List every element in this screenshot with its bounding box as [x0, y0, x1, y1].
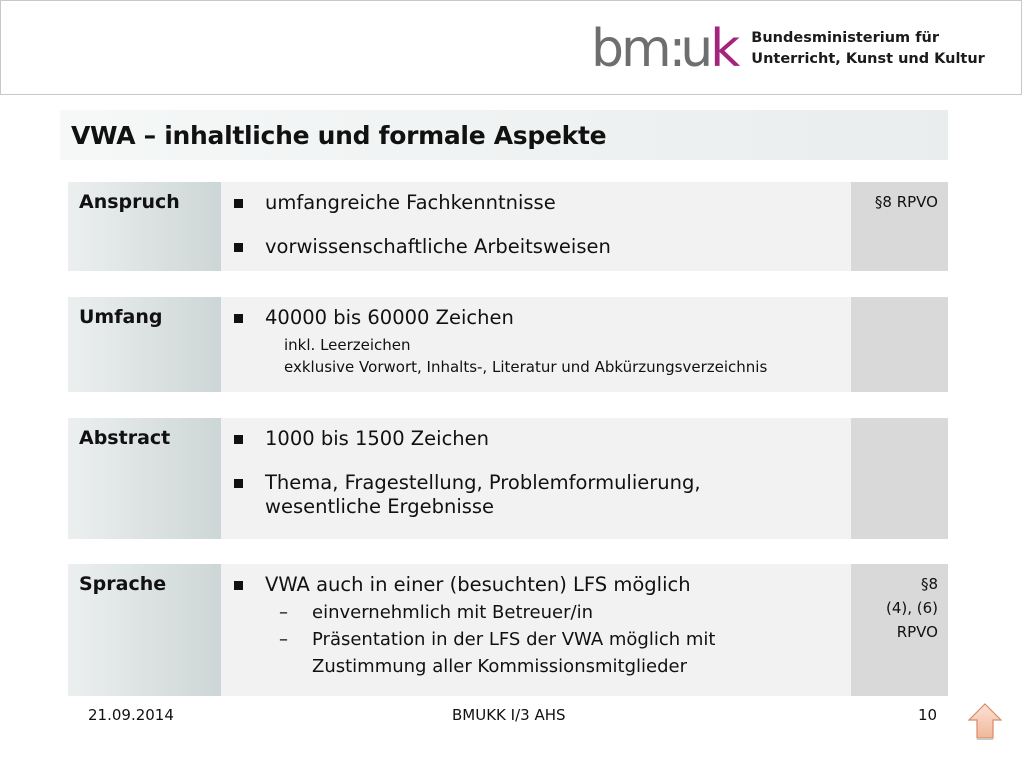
ministry-name-line2: Unterricht, Kunst und Kultur — [751, 51, 985, 67]
list-item-text: 40000 bis 60000 Zeichen — [265, 306, 514, 329]
list-item-text: VWA auch in einer (besuchten) LFS möglich — [265, 573, 691, 596]
sub-list-item-line: Präsentation in der LFS der VWA möglich mit — [312, 629, 716, 650]
list-item — [232, 471, 851, 519]
row-content — [221, 418, 851, 539]
reference-line: RPVO — [896, 623, 938, 641]
table-row-anspruch — [68, 182, 948, 271]
table-row-sprache — [68, 564, 948, 696]
list-item — [232, 235, 851, 259]
list-item — [232, 306, 851, 330]
square-bullet-icon — [234, 581, 243, 590]
table-row-umfang — [68, 297, 948, 392]
row-content — [221, 564, 851, 696]
logo-colon: : — [668, 19, 681, 79]
note-text: inkl. Leerzeichen — [284, 336, 411, 354]
list-item — [232, 191, 851, 215]
note-text: exklusive Vorwort, Inhalts-, Literatur und Abkürzungsverzeichnis — [284, 358, 768, 376]
sub-list-item — [279, 626, 851, 680]
row-content — [221, 297, 851, 392]
row-label: Sprache — [68, 564, 221, 696]
dash-bullet-icon: – — [279, 629, 288, 650]
square-bullet-icon — [234, 199, 243, 208]
row-content — [221, 182, 851, 271]
ministry-logo — [591, 19, 985, 79]
list-item — [232, 573, 851, 597]
row-label: Anspruch — [68, 182, 221, 271]
logo-mark — [591, 19, 738, 79]
row-reference — [851, 418, 948, 539]
list-item-text: 1000 bis 1500 Zeichen — [265, 427, 490, 450]
square-bullet-icon — [234, 314, 243, 323]
ministry-name-line1: Bundesministerium für — [751, 30, 939, 46]
footer-department: BMUKK I/3 AHS — [452, 706, 566, 724]
sub-list-item-text — [312, 626, 715, 680]
logo-bm: bm — [591, 19, 669, 79]
row-reference — [851, 297, 948, 392]
logo-u: u — [680, 19, 711, 79]
reference-line: (4), (6) — [885, 599, 938, 617]
square-bullet-icon — [234, 243, 243, 252]
slide-title-bar — [60, 110, 948, 160]
list-item-text — [265, 471, 701, 519]
sub-list-item-line: Zustimmung aller Kommissionsmitglieder — [312, 656, 687, 677]
list-item-text: umfangreiche Fachkenntnisse — [265, 191, 556, 214]
sub-list-item-text: einvernehmlich mit Betreuer/in — [312, 602, 593, 623]
sub-list-item — [279, 599, 851, 626]
dash-bullet-icon: – — [279, 602, 288, 623]
list-item-line: wesentliche Ergebnisse — [265, 495, 495, 518]
list-item — [232, 427, 851, 451]
ministry-name — [751, 28, 985, 70]
list-item-text: vorwissenschaftliche Arbeitsweisen — [265, 235, 611, 258]
header-bar — [0, 0, 1022, 95]
up-arrow-icon — [966, 702, 1004, 742]
table-row-abstract — [68, 418, 948, 539]
row-reference — [851, 564, 948, 696]
row-label: Umfang — [68, 297, 221, 392]
footer-date: 21.09.2014 — [88, 706, 174, 724]
slide-title: VWA – inhaltliche und formale Aspekte — [71, 120, 607, 150]
reference-line: §8 — [920, 575, 938, 593]
list-item-line: Thema, Fragestellung, Problemformulierung, — [265, 471, 701, 494]
square-bullet-icon — [234, 435, 243, 444]
page-number: 10 — [918, 706, 938, 724]
navigate-up-button[interactable] — [966, 702, 1004, 742]
row-reference: §8 RPVO — [851, 182, 948, 271]
square-bullet-icon — [234, 479, 243, 488]
logo-k: k — [710, 19, 738, 79]
row-label: Abstract — [68, 418, 221, 539]
